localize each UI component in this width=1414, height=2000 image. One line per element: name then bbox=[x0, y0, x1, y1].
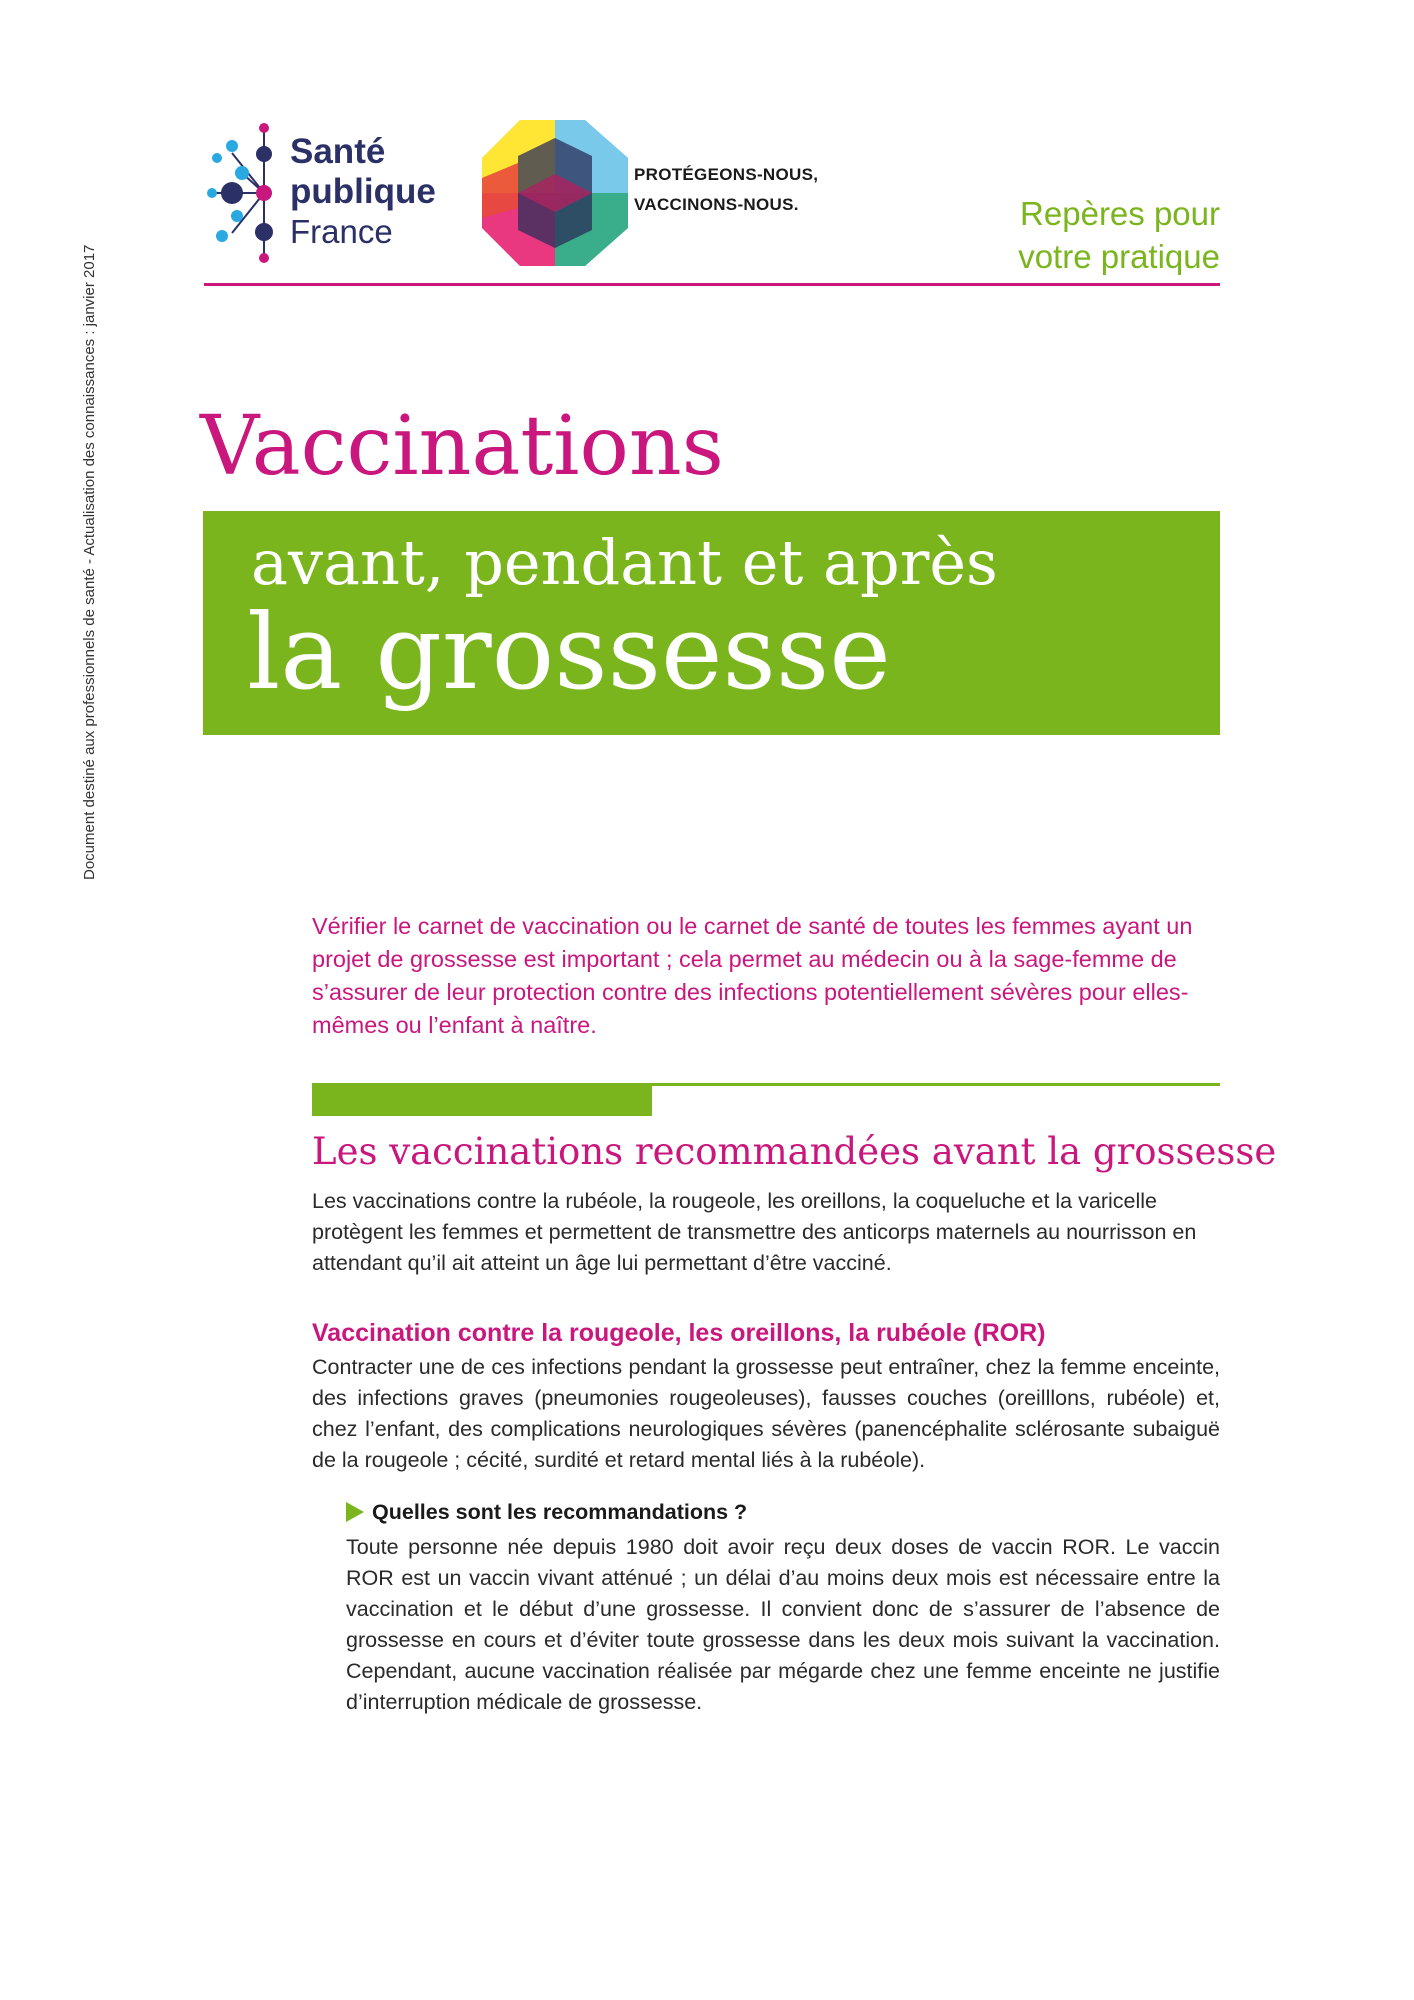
slogan-line-2: VACCINONS-NOUS. bbox=[634, 195, 799, 214]
recommendations-heading bbox=[346, 1497, 747, 1527]
sante-publique-france-wordmark bbox=[290, 132, 436, 252]
logo-line-1: Santé bbox=[290, 132, 386, 171]
section-divider-block bbox=[312, 1086, 652, 1116]
reperes-line-1: Repères pour bbox=[1020, 195, 1220, 232]
page-title: Vaccinations bbox=[200, 399, 724, 494]
title-band bbox=[203, 511, 1220, 735]
logo-line-2: publique bbox=[290, 172, 436, 211]
subsection-heading: Vaccination contre la rougeole, les oreillons, la rubéole (ROR) bbox=[312, 1319, 1046, 1347]
reperes-label bbox=[1018, 192, 1220, 278]
section-heading: Les vaccinations recommandées avant la grossesse bbox=[312, 1130, 1277, 1173]
intro-paragraph: Vérifier le carnet de vaccination ou le carnet de santé de toutes les femmes ayant un projet de grossesse est important ; cela permet au médecin ou à la sage-femme de s’assurer de leur protection contre des infections potentiellement sévères pour elles-mêmes ou l’enfant à naître. bbox=[312, 913, 1193, 1038]
title-subline: avant, pendant et après bbox=[251, 526, 998, 599]
recommendations-heading-text: Quelles sont les recommandations ? bbox=[372, 1500, 748, 1524]
triangle-bullet-icon bbox=[346, 1502, 364, 1522]
slogan-line-1: PROTÉGEONS-NOUS, bbox=[634, 165, 819, 184]
logo-line-3: France bbox=[290, 213, 393, 250]
hexagon-logo bbox=[480, 118, 630, 268]
title-highlight: la grossesse bbox=[247, 591, 891, 713]
section-paragraph: Les vaccinations contre la rubéole, la rougeole, les oreillons, la coqueluche et la varicelle protègent les femmes et permettent de transmettre des anticorps maternels au nourrisson en attendant qu’il ait atteint un âge lui permettant d’être vacciné. bbox=[312, 1189, 1197, 1275]
subsection-paragraph: Contracter une de ces infections pendant la grossesse peut entraîner, chez la femme enceinte, des infections graves (pneumonies rougeoleuses), fausses couches (oreilllons, rubéole) et, chez l’enfant, des complications neurologiques sévères (panencéphalite sclérosante subaiguë de la rougeole ; cécité, surdité et retard mental liés à la rubéole). bbox=[312, 1355, 1220, 1472]
reperes-line-2: votre pratique bbox=[1018, 238, 1220, 275]
header-divider bbox=[204, 283, 1220, 286]
slogan bbox=[634, 160, 818, 220]
recommendations-paragraph: Toute personne née depuis 1980 doit avoir reçu deux doses de vaccin ROR. Le vaccin ROR est un vaccin vivant atténué ; un délai d’au moins deux mois est nécessaire entre la vaccination et le début d’une grossesse. Il convient donc de s’assurer de l’absence de grossesse en cours et d’éviter toute grossesse dans les deux mois suivant la vaccination. Cependant, aucune vaccination réalisée par mégarde chez une femme enceinte ne justifie d’interruption médicale de grossesse. bbox=[346, 1535, 1220, 1714]
side-note: Document destiné aux professionnels de santé - Actualisation des connaissances : janvier 2017 bbox=[81, 244, 98, 880]
